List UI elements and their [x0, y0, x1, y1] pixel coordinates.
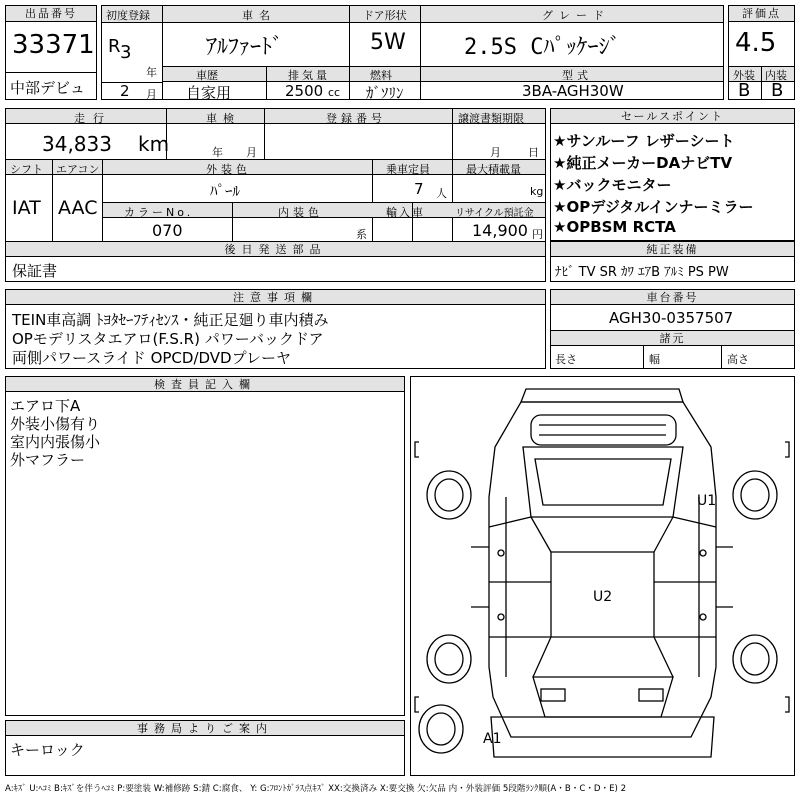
details-box: 走行 車検 登録番号 譲渡書類期限 34,833 km 年 月 月 日 シフト エアコン 外装色 乗車定員 最大積載量 IAT AAC ﾊﾟｰﾙ 7 人 kg カラーNo. 内装色 輸入車 リサイクル預託金 070 系 14,900 円 後日発送部品 保証書: [5, 108, 546, 282]
color-no-label: カラーNo.: [124, 206, 194, 219]
office-note: キーロック: [10, 741, 85, 759]
later-parts: 保証書: [12, 262, 58, 280]
dims-label: 諸元: [551, 331, 794, 346]
lot-number: 33371: [12, 30, 95, 60]
chassis-number: AGH30-0357507: [609, 309, 734, 327]
import-label: 輸入車: [386, 206, 425, 219]
damage-mark-u2: U2: [593, 589, 613, 605]
score-label: 評価点: [729, 6, 794, 22]
shift-label: シフト: [10, 163, 43, 176]
door-type: 5W: [370, 30, 406, 55]
equipment: ﾅﾋﾞ TV SR ｶﾜ ｴｱB ｱﾙﾐ PS PW: [555, 265, 729, 280]
history: 自家用: [186, 84, 232, 102]
vehicle-info-box: 初度登録 車名 ドア形状 グレード R 3 年 ｱﾙﾌｧｰﾄﾞ 5W 2.5S Cﾊﾟｯｹｰｼﾞ 車歴 排気量 燃料 型式 2 月 自家用 2500 cc ｶﾞｿﾘﾝ 3BA-AGH30W: [101, 5, 724, 100]
score: 4.5: [735, 28, 777, 58]
grade: 2.5S Cﾊﾟｯｹｰｼﾞ: [464, 35, 621, 60]
ext-grade: B: [738, 80, 751, 101]
note-line-2: OPモデリスタエアロ(F.S.R) パワーバックドア: [12, 330, 324, 348]
mileage-label: 走行: [74, 112, 112, 125]
inspector-box: [5, 376, 405, 716]
car-name: ｱﾙﾌｧｰﾄﾞ: [206, 35, 284, 60]
ext-grade-label: 外装: [733, 69, 755, 82]
int-grade: B: [771, 80, 784, 101]
transfer-label: 譲渡書類期限: [458, 112, 524, 125]
sales-point-5: ★OPBSM RCTA: [553, 218, 676, 236]
inspector-line-4: 外マフラー: [10, 451, 86, 469]
fuel: ｶﾞｿﾘﾝ: [366, 84, 404, 102]
legend: A:ｷｽﾞ U:ﾍｺﾐ B:ｷｽﾞを伴うﾍｺﾐ P:要塗装 W:補修跡 S:錆 C:腐食、 Y: G:ﾌﾛﾝﾄｶﾞﾗｽ点ｷｽﾞ XX:交換済み X:要交換 欠:欠品 内・外装評価 5段階ﾗﾝｸ順(A・B・C・D・E) 2: [5, 784, 627, 794]
later-parts-label: 後日発送部品: [6, 242, 545, 257]
office-label: 事務局よりご案内: [6, 721, 404, 736]
sales-points-label: セールスポイント: [551, 109, 794, 124]
equipment-label: 純正装備: [551, 242, 794, 257]
recycle-fee: 14,900: [472, 221, 528, 240]
first-reg-year: 3: [120, 42, 132, 63]
equipment-box: [550, 241, 795, 282]
ac-label: エアコン: [56, 163, 100, 176]
displacement-label: 排気量: [288, 69, 330, 82]
ext-color-label: 外装色: [206, 163, 251, 176]
door-label: ドア形状: [363, 9, 407, 22]
int-color-label: 内装色: [278, 206, 323, 219]
inspector-line-1: エアロ下A: [10, 397, 81, 415]
color-number: 070: [152, 221, 183, 240]
air-conditioner: AAC: [58, 197, 98, 219]
note-line-3: 両側パワースライド OPCD/DVDプレーヤ: [12, 349, 291, 367]
lot-number-box: [5, 5, 97, 100]
capacity-label: 乗車定員: [386, 163, 430, 176]
sales-point-2: ★純正メーカーDAナビTV: [553, 154, 733, 172]
damage-diagram-box: [410, 376, 795, 776]
width-label: 幅: [649, 353, 660, 366]
model-label: 型式: [562, 69, 592, 82]
sales-point-4: ★OPデジタルインナーミラー: [553, 198, 754, 216]
chassis-label: 車台番号: [551, 290, 794, 305]
mileage: 34,833: [42, 132, 112, 156]
recycle-label: リサイクル預託金: [455, 208, 534, 219]
inspector-label: 検査員記入欄: [6, 377, 404, 392]
capacity: 7: [414, 180, 424, 198]
first-reg-era: R: [108, 36, 121, 57]
car-diagram: [411, 377, 794, 775]
office-box: [5, 720, 405, 776]
damage-mark-u1: U1: [697, 493, 717, 509]
first-reg-month: 2: [120, 82, 130, 100]
notes-label: 注意事項欄: [6, 290, 545, 305]
sales-point-1: ★サンルーフ レザーシート: [553, 132, 735, 150]
ext-color: ﾊﾟｰﾙ: [210, 182, 241, 200]
chassis-box: [550, 289, 795, 369]
model: 3BA-AGH30W: [522, 82, 624, 100]
note-line-1: TEIN車高調 ﾄﾖﾀｾｰﾌﾃｨｾﾝｽ・純正足廻り車内積み: [12, 311, 329, 329]
first-reg-label: 初度登録: [106, 9, 150, 22]
grade-label: グレード: [542, 9, 610, 22]
auction-event: 中部デビュ: [10, 79, 86, 97]
inspector-line-3: 室内内張傷小: [10, 433, 101, 451]
displacement: 2500: [285, 82, 324, 100]
lot-number-label: 出品番号: [6, 6, 96, 22]
car-name-label: 車名: [242, 9, 276, 22]
inspector-line-2: 外装小傷有り: [10, 415, 101, 433]
history-label: 車歴: [196, 69, 218, 82]
sales-point-3: ★バックモニター: [553, 176, 672, 194]
fuel-label: 燃料: [370, 69, 392, 82]
height-label: 高さ: [727, 353, 749, 366]
notes-box: [5, 289, 546, 369]
sales-points-box: [550, 108, 795, 241]
damage-mark-a1: A1: [483, 731, 502, 747]
max-load-label: 最大積載量: [466, 163, 521, 176]
int-grade-label: 内装: [765, 69, 787, 82]
score-box: [728, 5, 795, 100]
shift: IAT: [12, 197, 41, 219]
length-label: 長さ: [555, 353, 577, 366]
reg-no-label: 登録番号: [326, 112, 386, 125]
inspection-label: 車検: [206, 112, 240, 125]
